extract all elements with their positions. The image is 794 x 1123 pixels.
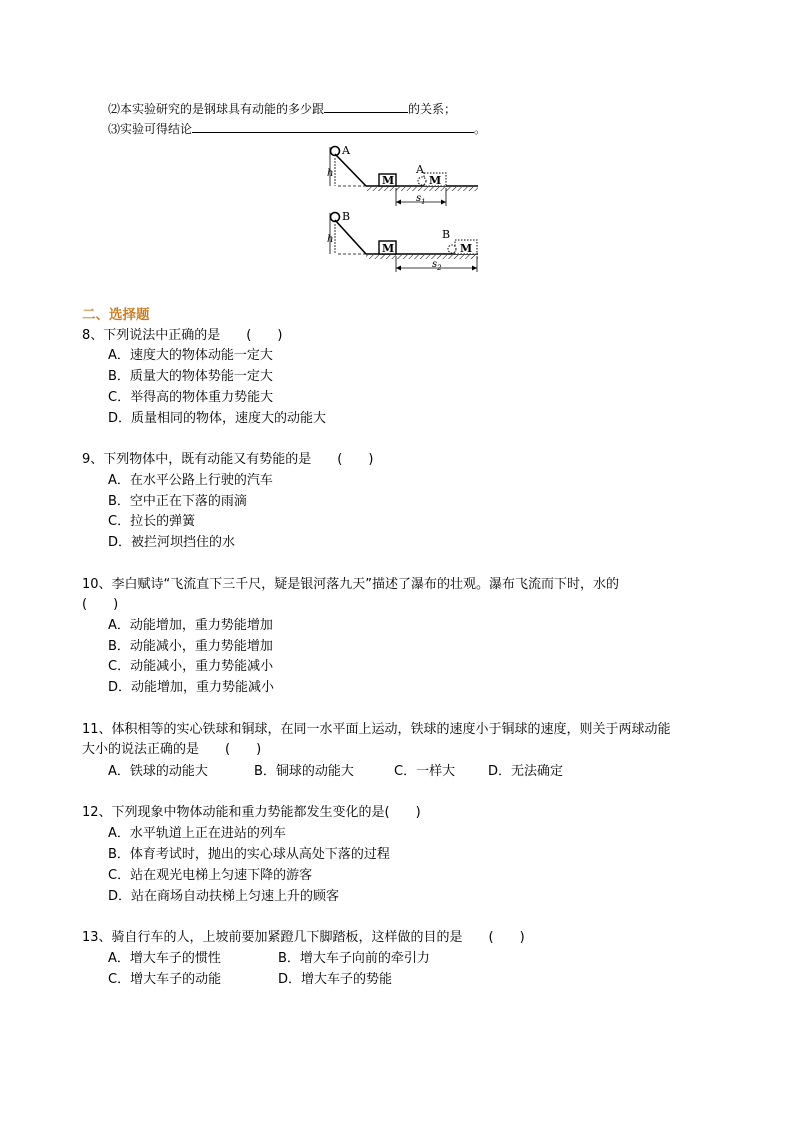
diagram-b <box>327 210 478 272</box>
fill-in-item-3-suffix: 。 <box>474 122 487 136</box>
fill-in-item-3 <box>108 120 486 137</box>
question-8-option-c[interactable]: C．举得高的物体重力势能大 <box>108 390 274 405</box>
distance-label-a: $s_1$ <box>416 193 426 206</box>
question-10-option-d[interactable]: D．动能增加，重力势能减小 <box>108 680 275 695</box>
question-10-option-a[interactable]: A．动能增加，重力势能增加 <box>108 618 273 633</box>
question-12-option-b[interactable]: B．体育考试时，抛出的实心球从高处下落的过程 <box>108 847 390 862</box>
question-13-stem: 13、骑自行车的人，上坡前要加紧蹬几下脚踏板，这样做的目的是 ( ) <box>82 930 525 945</box>
block-m-a-label: M <box>382 174 395 187</box>
height-label-a: h <box>327 168 334 179</box>
question-8-option-b[interactable]: B．质量大的物体势能一定大 <box>108 369 273 384</box>
height-label-b: h <box>327 234 334 245</box>
floor-a-hatch <box>366 187 478 191</box>
question-10-stem: 10、李白赋诗“飞流直下三千尺，疑是银河落九天”描述了瀑布的壮观。瀑布飞流而下时，水的 <box>82 577 620 592</box>
floor-b-hatch <box>366 255 478 259</box>
question-9-option-d[interactable]: D．被拦河坝挡住的水 <box>108 535 236 550</box>
question-9-option-c[interactable]: C．拉长的弹簧 <box>108 514 196 529</box>
question-11-stem-cont: 大小的说法正确的是 ( ) <box>82 742 262 757</box>
ball-a-label: A <box>342 144 350 157</box>
experiment-figure <box>318 138 490 274</box>
question-13-option-b[interactable]: B．增大车子向前的牵引力 <box>278 951 430 966</box>
question-13-option-c[interactable]: C．增大车子的动能 <box>108 972 222 987</box>
question-10-option-c[interactable]: C．动能减小，重力势能减小 <box>108 659 274 674</box>
question-13-option-a[interactable]: A．增大车子的惯性 <box>108 951 221 966</box>
ghost-ball-b-label: B <box>442 228 451 241</box>
ghost-ball-a-label: A <box>416 163 424 176</box>
question-9-option-b[interactable]: B．空中正在下落的雨滴 <box>108 494 247 509</box>
block-m-b-label: M <box>382 242 395 255</box>
fill-in-item-3-prefix: ⑶实验可得结论 <box>108 122 193 136</box>
question-8-stem: 8、下列说法中正确的是 ( ) <box>82 328 283 343</box>
question-11-option-d[interactable]: D．无法确定 <box>488 764 564 779</box>
fill-in-item-2 <box>108 100 456 117</box>
question-12-option-c[interactable]: C．站在观光电梯上匀速下降的游客 <box>108 868 313 883</box>
ghost-ball-b <box>448 245 456 253</box>
fill-in-item-2-suffix: 的关系； <box>408 102 457 116</box>
diagram-a <box>327 144 478 206</box>
question-13-option-d[interactable]: D．增大车子的势能 <box>278 972 393 987</box>
question-8-option-a[interactable]: A．速度大的物体动能一定大 <box>108 348 273 363</box>
question-11-option-a[interactable]: A．铁球的动能大 <box>108 764 208 779</box>
question-9-stem: 9、下列物体中，既有动能又有势能的是 ( ) <box>82 452 374 467</box>
question-12-option-a[interactable]: A．水平轨道上正在进站的列车 <box>108 826 286 841</box>
question-10-option-b[interactable]: B．动能减小，重力势能增加 <box>108 639 273 654</box>
question-9-option-a[interactable]: A．在水平公路上行驶的汽车 <box>108 473 273 488</box>
ball-b-label: B <box>342 210 351 223</box>
question-12-stem: 12、下列现象中物体动能和重力势能都发生变化的是( ) <box>82 805 421 820</box>
question-8-option-d[interactable]: D．质量相同的物体，速度大的动能大 <box>108 411 327 426</box>
question-11-option-b[interactable]: B．铜球的动能大 <box>254 764 354 779</box>
ramp-b <box>335 220 366 254</box>
ghost-ball-a <box>418 177 426 185</box>
question-11-stem: 11、体积相等的实心铁球和铜球，在同一水平面上运动，铁球的速度小于铜球的速度，则关于两球动能 <box>82 722 671 737</box>
answer-blank[interactable] <box>324 100 408 113</box>
ghost-block-b-label: M <box>460 242 473 255</box>
question-10-stem-cont: ( ) <box>82 597 119 612</box>
ramp-a <box>335 154 366 186</box>
ghost-block-a-label: M <box>429 174 442 187</box>
answer-blank[interactable] <box>192 120 474 133</box>
distance-label-b: $s_2$ <box>432 259 442 272</box>
question-12-option-d[interactable]: D．站在商场自动扶梯上匀速上升的顾客 <box>108 889 340 904</box>
fill-in-item-2-prefix: ⑵本实验研究的是钢球具有动能的多少跟 <box>108 102 325 116</box>
section-title: 二、选择题 <box>82 307 150 323</box>
question-11-option-c[interactable]: C．一样大 <box>394 764 456 779</box>
